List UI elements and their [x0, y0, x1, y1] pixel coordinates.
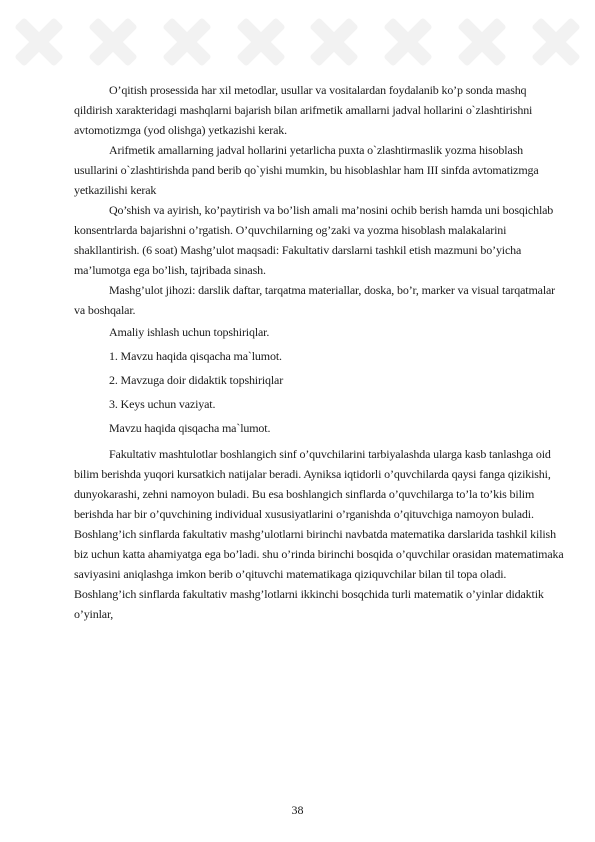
watermark-x-icon	[236, 14, 286, 64]
paragraph-arithmetic-tables: Arifmetik amallarning jadval hollarini yetarlicha puxta o`zlashtirmaslik yozma hisoblash usullarini o`zlashtirishda pand berib qo`yishi mumkin, bu hisoblashlar ham III sinfda avtomatizmga yetkazilishi kerak	[74, 143, 539, 197]
watermark-x-icon	[457, 14, 507, 64]
list-item: 2. Mavzuga doir didaktik topshiriqlar	[109, 373, 284, 387]
tasks-heading: Amaliy ishlash uchun topshiriqlar.	[109, 325, 270, 339]
watermark-x-icon	[14, 14, 64, 64]
paragraph-primary-math: Boshlang’ich sinflarda fakultativ mashg’ulotlarni birinchi navbatda matematika darslarida tashkil kilish biz uchun katta ahamiyatga ega bo’ladi. shu o’rinda birinchi bosqida o’quvchilar orasidan matematimaka saviyasini aniqlashga imkon berib o’qituvchi matematikaga qiziquvchilar bilan til topa oladi. Boshlang’ich sinflarda fakultativ mashg’lotlarni ikkinchi bosqchida turli matematik o’yinlar didaktik o’yinlar,	[74, 527, 564, 621]
watermark-x-icon	[309, 14, 359, 64]
list-item: 3. Keys uchun vaziyat.	[109, 397, 216, 411]
paragraph-lesson-goal: Qo’shish va ayirish, ko’paytirish va bo’lish amali ma’nosini ochib berish hamda uni bosqichlab konsentrlarda bajarishni o’rgatish. O’quvchilarning og’zaki va yozma hisoblash malakalarini shakllantirish. (6 soat) Mashg’ulot maqsadi: Fakultativ darslarni tashkil etish mazmuni bo’yicha ma’lumotga ega bo’lish, tajribada sinash.	[74, 203, 554, 277]
watermark-x-icon	[88, 14, 138, 64]
topic-subheading: Mavzu haqida qisqacha ma`lumot.	[109, 421, 271, 435]
paragraph-equipment: Mashg’ulot jihozi: darslik daftar, tarqatma materiallar, doska, bo’r, marker va visual tarqatmalar va boshqalar.	[74, 283, 556, 317]
watermark-x-icon	[162, 14, 212, 64]
page-number: 38	[291, 803, 304, 817]
list-item: 1. Mavzu haqida qisqacha ma`lumot.	[109, 349, 282, 363]
document-body	[74, 80, 566, 624]
watermark	[14, 8, 581, 70]
paragraph-elective-classes: Fakultativ mashtulotlar boshlangich sinf o’quvchilarini tarbiyalashda ularga kasb tanlashga oid bilim berishda yuqori kursatkich natijalar beradi. Ayniksa iqtidorli o’quvchilarda qaysi fanga qizikishi, dunyokarashi, zehni namoyon buladi. Bu esa boshlangich sinflarda o’quvchilarga to’la to’kis bilim berishda har bir o’quvchining individual xususiyatlarini o’rganishda o’qituvchiga namoyon buladi.	[74, 447, 551, 521]
watermark-x-icon	[383, 14, 433, 64]
watermark-x-icon	[531, 14, 581, 64]
paragraph-methods: O’qitish prosessida har xil metodlar, usullar va vositalardan foydalanib ko’p sonda mashq qildirish xarakteridagi mashqlarni bajarish bilan arifmetik amallarni jadval hollarini o`zlashtirishni avtomotizmga (yod olishga) yetkazishi kerak.	[74, 83, 533, 137]
